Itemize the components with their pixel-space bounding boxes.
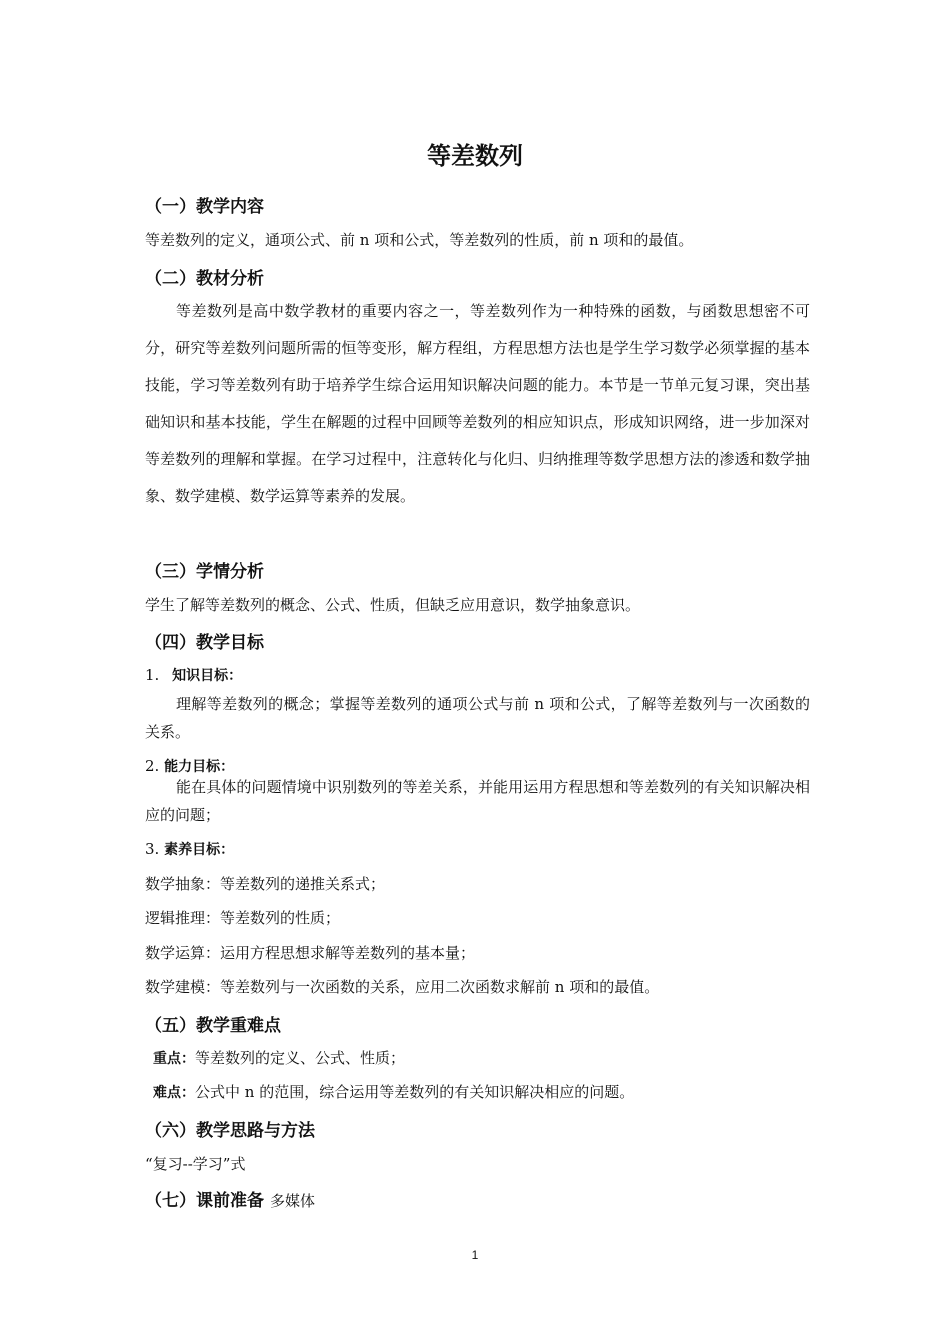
section-heading-goals: （四）教学目标 bbox=[145, 633, 264, 653]
goal-2-text: 能在具体的问题情境中识别数列的等差关系，并能用运用方程思想和等差数列的有关知识解决相应的问题； bbox=[145, 778, 810, 824]
difficulty-text: 公式中 n 的范围，综合运用等差数列的有关知识解决相应的问题。 bbox=[195, 1083, 635, 1101]
goal-3-heading bbox=[145, 839, 810, 859]
literacy-item: 逻辑推理：等差数列的性质； bbox=[145, 909, 341, 927]
goal-1-text: 理解等差数列的概念；掌握等差数列的通项公式与前 n 项和公式，了解等差数列与一次函数的关系。 bbox=[145, 695, 810, 741]
section-heading-content: （一）教学内容 bbox=[145, 197, 264, 217]
page-number: 1 bbox=[471, 1248, 479, 1262]
key-point-label: 重点： bbox=[153, 1051, 195, 1067]
key-point-line bbox=[153, 1047, 818, 1068]
literacy-item: 数学建模：等差数列与一次函数的关系，应用二次函数求解前 n 项和的最值。 bbox=[145, 978, 660, 996]
literacy-item: 数学抽象：等差数列的递推关系式； bbox=[145, 875, 386, 893]
goal-1-label: 知识目标： bbox=[172, 668, 243, 684]
method-text: “复习--学习”式 bbox=[145, 1155, 246, 1173]
section-heading-key-points: （五）教学重难点 bbox=[145, 1016, 281, 1036]
goal-3-number: 3. bbox=[145, 840, 160, 858]
document-title: 等差数列 bbox=[427, 142, 523, 170]
goal-1-heading bbox=[145, 665, 810, 685]
difficulty-line bbox=[153, 1081, 818, 1102]
section-heading-students: （三）学情分析 bbox=[145, 562, 264, 582]
section-heading-preparation bbox=[145, 1186, 315, 1211]
section-heading-method: （六）教学思路与方法 bbox=[145, 1121, 315, 1141]
content-text: 等差数列的定义，通项公式、前 n 项和公式，等差数列的性质，前 n 项和的最值。 bbox=[145, 231, 694, 249]
section-heading-analysis: （二）教材分析 bbox=[145, 269, 264, 289]
analysis-paragraph: 等差数列是高中数学教材的重要内容之一，等差数列作为一种特殊的函数，与函数思想密不可分，研究等差数列问题所需的恒等变形，解方程组，方程思想方法也是学生学习数学必须掌握的基本技能，学习等差数列有助于培养学生综合运用知识解决问题的能力。本节是一节单元复习课，突出基础知识和基本技能，学生在解题的过程中回顾等差数列的相应知识点，形成知识网络，进一步加深对等差数列的理解和掌握。在学习过程中，注意转化与化归、归纳推理等数学思想方法的渗透和数学抽象、数学建模、数学运算等素养的发展。 bbox=[145, 302, 810, 505]
preparation-heading-text: （七）课前准备 bbox=[145, 1191, 264, 1211]
key-point-text: 等差数列的定义、公式、性质； bbox=[195, 1049, 406, 1067]
students-text: 学生了解等差数列的概念、公式、性质，但缺乏应用意识，数学抽象意识。 bbox=[145, 596, 641, 614]
literacy-item: 数学运算：运用方程思想求解等差数列的基本量； bbox=[145, 944, 476, 962]
goal-1-number: 1. bbox=[145, 666, 160, 684]
goal-2-label: 能力目标： bbox=[164, 759, 235, 775]
goal-2-number: 2. bbox=[145, 757, 160, 775]
goal-3-label: 素养目标： bbox=[164, 842, 235, 858]
difficulty-label: 难点： bbox=[153, 1085, 195, 1101]
preparation-text: 多媒体 bbox=[270, 1192, 316, 1210]
